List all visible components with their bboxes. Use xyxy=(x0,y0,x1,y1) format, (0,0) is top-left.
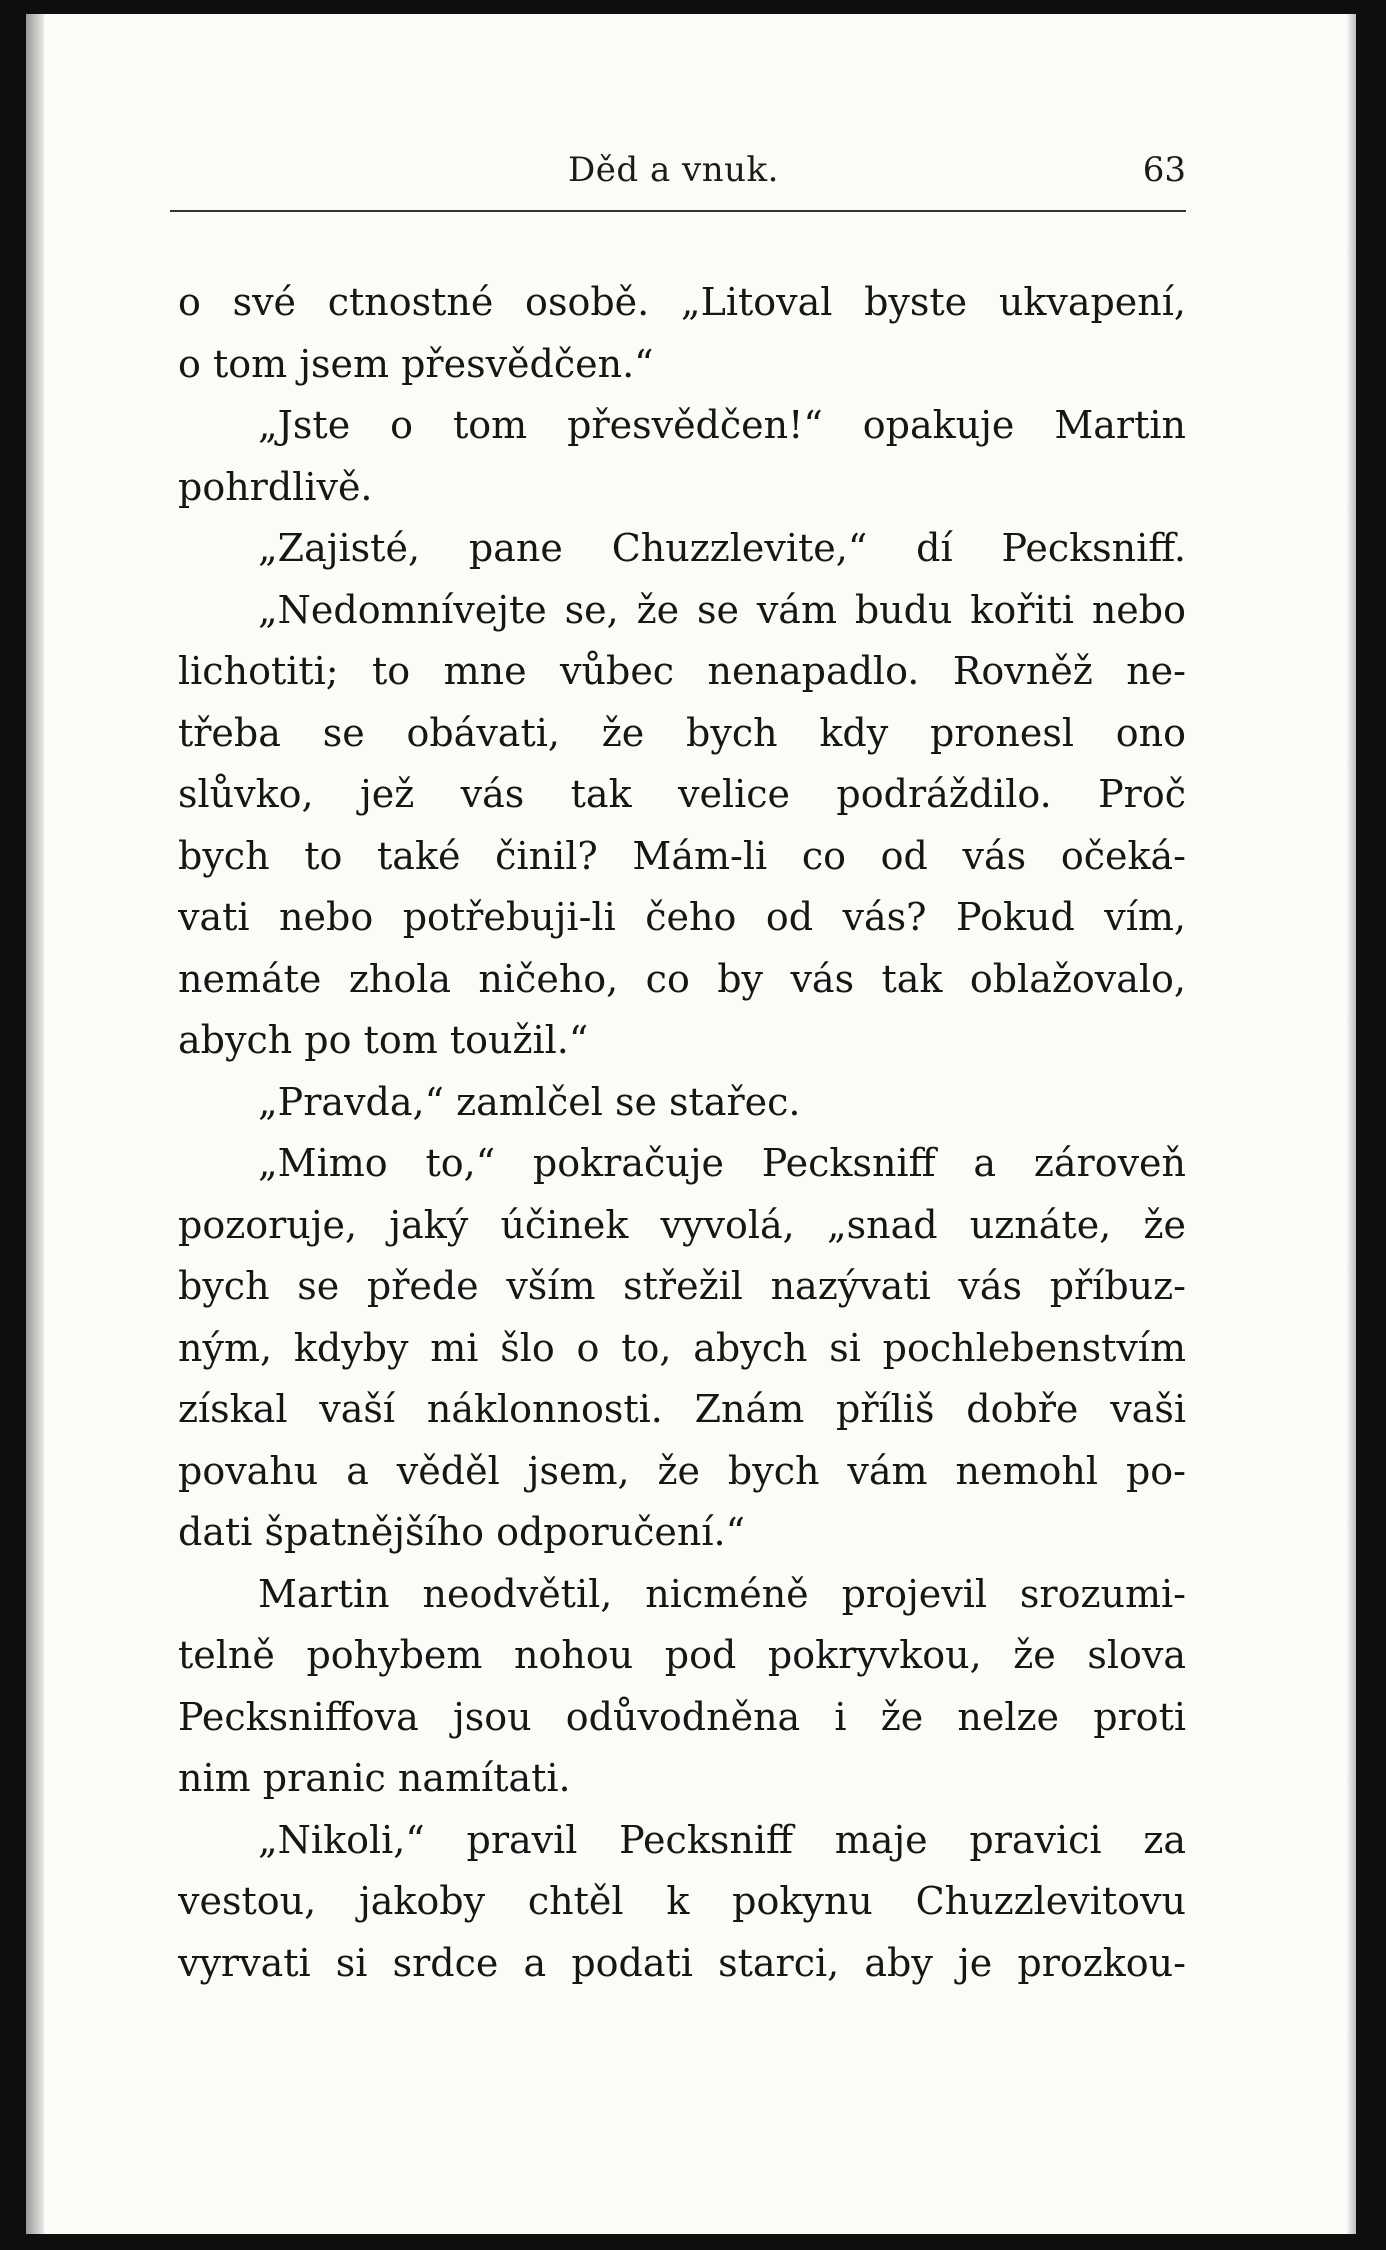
text-line: vestou, jakoby chtěl k pokynu Chuzzlevitovu xyxy=(178,1879,1186,1923)
header-rule xyxy=(170,210,1186,212)
text-line: vyrvati si srdce a podati starci, aby je prozkou- xyxy=(178,1940,1186,1985)
text-line: získal vaší náklonnosti. Znám příliš dobře vaši xyxy=(178,1387,1186,1431)
page-edge-shadow xyxy=(1346,14,1356,2234)
body-text xyxy=(178,272,1186,1994)
text-line: o své ctnostné osobě. „Litoval byste ukvapení, xyxy=(178,280,1186,324)
text-line: slůvko, jež vás tak velice podráždilo. Proč xyxy=(178,772,1186,816)
text-line: Pecksniffova jsou odůvodněna i že nelze proti xyxy=(178,1694,1186,1739)
text-line: nemáte zhola ničeho, co by vás tak oblažovalo, xyxy=(178,956,1186,1001)
text-line: dati špatnějšího odporučení.“ xyxy=(178,1510,746,1554)
page-number: 63 xyxy=(1142,150,1186,190)
text-line: telně pohybem nohou pod pokryvkou, že slova xyxy=(178,1633,1186,1677)
text-line: „Nedomnívejte se, že se vám budu kořiti nebo xyxy=(258,587,1186,632)
text-line: „Jste o tom přesvědčen!“ opakuje Martin xyxy=(258,403,1186,447)
text-line: povahu a věděl jsem, že bych vám nemohl po- xyxy=(178,1448,1186,1493)
text-line: „Mimo to,“ pokračuje Pecksniff a zároveň xyxy=(258,1141,1186,1185)
text-line: bych se přede vším střežil nazývati vás příbuz- xyxy=(178,1264,1186,1308)
text-line: „Nikoli,“ pravil Pecksniff maje pravici za xyxy=(258,1817,1186,1862)
text-line: pozoruje, jaký účinek vyvolá, „snad uznáte, že xyxy=(178,1202,1186,1247)
text-line: bych to také činil? Mám-li co od vás očeká- xyxy=(178,833,1186,878)
text-line: abych po tom toužil.“ xyxy=(178,1018,589,1062)
text-line: ným, kdyby mi šlo o to, abych si pochlebenstvím xyxy=(178,1325,1186,1370)
text-line: „Pravda,“ zamlčel se stařec. xyxy=(258,1079,801,1124)
text-line: vati nebo potřebuji-li čeho od vás? Pokud vím, xyxy=(178,895,1186,939)
text-line: nim pranic namítati. xyxy=(178,1756,571,1800)
page-header xyxy=(178,150,1186,200)
text-line: „Zajisté, pane Chuzzlevite,“ dí Pecksniff. xyxy=(258,526,1186,570)
text-line: Martin neodvětil, nicméně projevil srozumi- xyxy=(258,1571,1186,1616)
text-line: lichotiti; to mne vůbec nenapadlo. Rovněž ne- xyxy=(178,649,1186,693)
text-line: pohrdlivě. xyxy=(178,464,373,509)
running-title: Děd a vnuk. xyxy=(568,150,779,190)
text-line: třeba se obávati, že bych kdy pronesl ono xyxy=(178,710,1186,755)
text-line: o tom jsem přesvědčen.“ xyxy=(178,341,654,386)
spine-shadow xyxy=(26,14,44,2234)
